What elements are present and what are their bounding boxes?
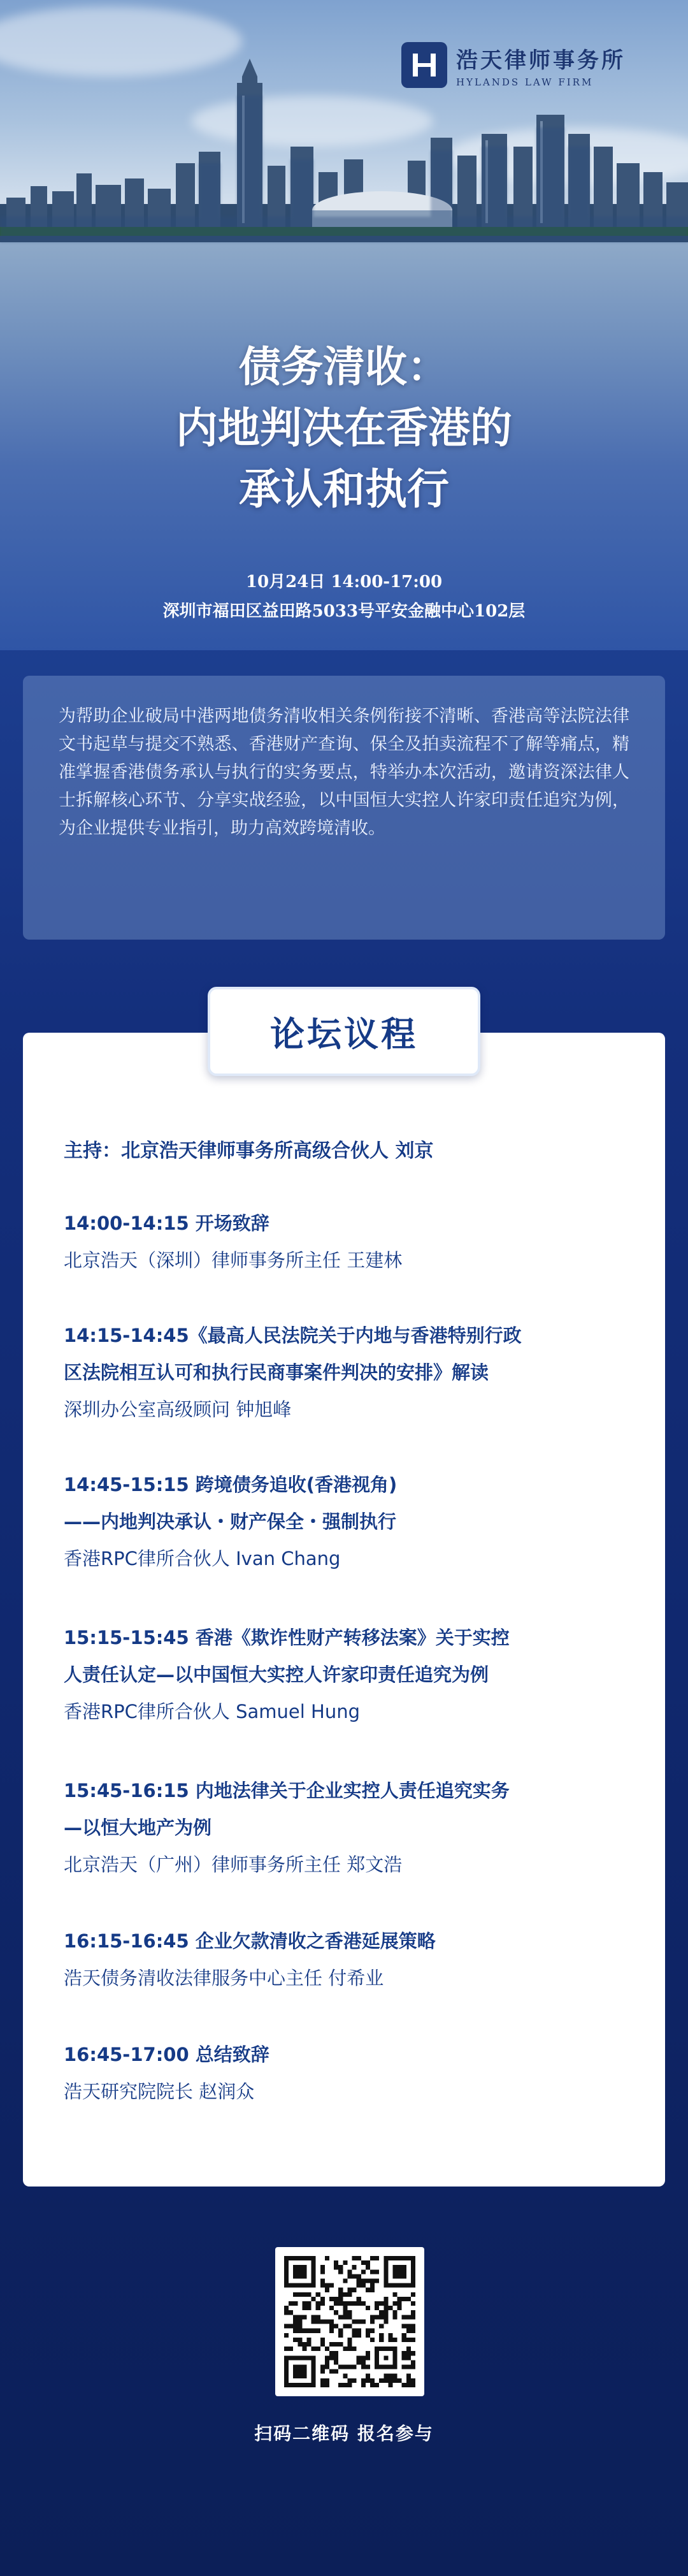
agenda-item xyxy=(64,1772,612,1883)
title-line: 债务清收： xyxy=(239,342,449,391)
agenda-item-title: 人责任认定—以中国恒大实控人许家印责任追究为例 xyxy=(64,1664,489,1685)
agenda-item-title: 14:00-14:15 开场致辞 xyxy=(64,1212,269,1234)
agenda-item xyxy=(64,2036,612,2110)
brand-name-cn: 浩天律师事务所 xyxy=(456,47,626,73)
agenda-item-speaker: 浩天债务清收法律服务中心主任 付希业 xyxy=(64,1967,384,1989)
event-title xyxy=(0,337,688,520)
agenda-item-speaker: 北京浩天（深圳）律师事务所主任 王建林 xyxy=(64,1249,403,1271)
event-datetime: 10月24日 14:00-17:00 xyxy=(245,572,443,592)
agenda-item xyxy=(64,1923,612,1997)
hylands-logo-icon xyxy=(401,42,447,88)
agenda-item-speaker: 香港RPC律所合伙人 Samuel Hung xyxy=(64,1701,361,1722)
agenda-item xyxy=(64,1317,612,1428)
brand-logo xyxy=(401,42,626,88)
agenda-item-title: —以恒大地产为例 xyxy=(64,1817,212,1838)
agenda-item xyxy=(64,1205,612,1279)
agenda-item-title: 15:15-15:45 香港《欺诈性财产转移法案》关于实控 xyxy=(64,1627,510,1648)
agenda-host: 主持：北京浩天律师事务所高级合伙人 刘京 xyxy=(64,1140,434,1162)
event-venue: 深圳市福田区益田路5033号平安金融中心102层 xyxy=(162,602,526,621)
agenda-heading: 论坛议程 xyxy=(208,987,480,1076)
agenda-item-title: 16:15-16:45 企业欠款清收之香港延展策略 xyxy=(64,1930,436,1952)
qr-code-icon[interactable] xyxy=(275,2247,424,2396)
agenda-item-title: 16:45-17:00 总结致辞 xyxy=(64,2044,269,2065)
agenda-item-title: 15:45-16:15 内地法律关于企业实控人责任追究实务 xyxy=(64,1780,510,1801)
agenda-item-speaker: 浩天研究院院长 赵润众 xyxy=(64,2081,255,2102)
agenda-item-title: 14:45-15:15 跨境债务追收(香港视角) xyxy=(64,1474,398,1495)
agenda-item-speaker: 深圳办公室高级顾问 钟旭峰 xyxy=(64,1399,292,1420)
agenda-item-title: 区法院相互认可和执行民商事案件判决的安排》解读 xyxy=(64,1362,489,1383)
scan-to-register-text: 扫码二维码 报名参与 xyxy=(254,2423,434,2444)
brand-name-en: HYLANDS LAW FIRM xyxy=(456,76,594,88)
agenda-item xyxy=(64,1619,612,1730)
event-introduction: 为帮助企业破局中港两地债务清收相关条例衔接不清晰、香港高等法院法律文书起草与提交不熟悉、香港财产查询、保全及拍卖流程不了解等痛点，精准掌握香港债务承认与执行的实务要点，特举办本次活动，邀请资深法律人士拆解核心环节、分享实战经验，以中国恒大实控人许家印责任追究为例，为企业提供专业指引，助力高效跨境清收。 xyxy=(23,676,665,940)
agenda-item xyxy=(64,1466,612,1577)
title-line: 内地判决在香港的 xyxy=(176,404,512,453)
title-line: 承认和执行 xyxy=(239,465,449,514)
agenda-item-title: ——内地判决承认・财产保全・强制执行 xyxy=(64,1511,397,1532)
agenda-item-speaker: 北京浩天（广州）律师事务所主任 郑文浩 xyxy=(64,1854,403,1875)
agenda-item-speaker: 香港RPC律所合伙人 Ivan Chang xyxy=(64,1548,341,1569)
agenda-item-title: 14:15-14:45《最高人民法院关于内地与香港特别行政 xyxy=(64,1325,522,1346)
hero-cityscape xyxy=(0,0,688,650)
